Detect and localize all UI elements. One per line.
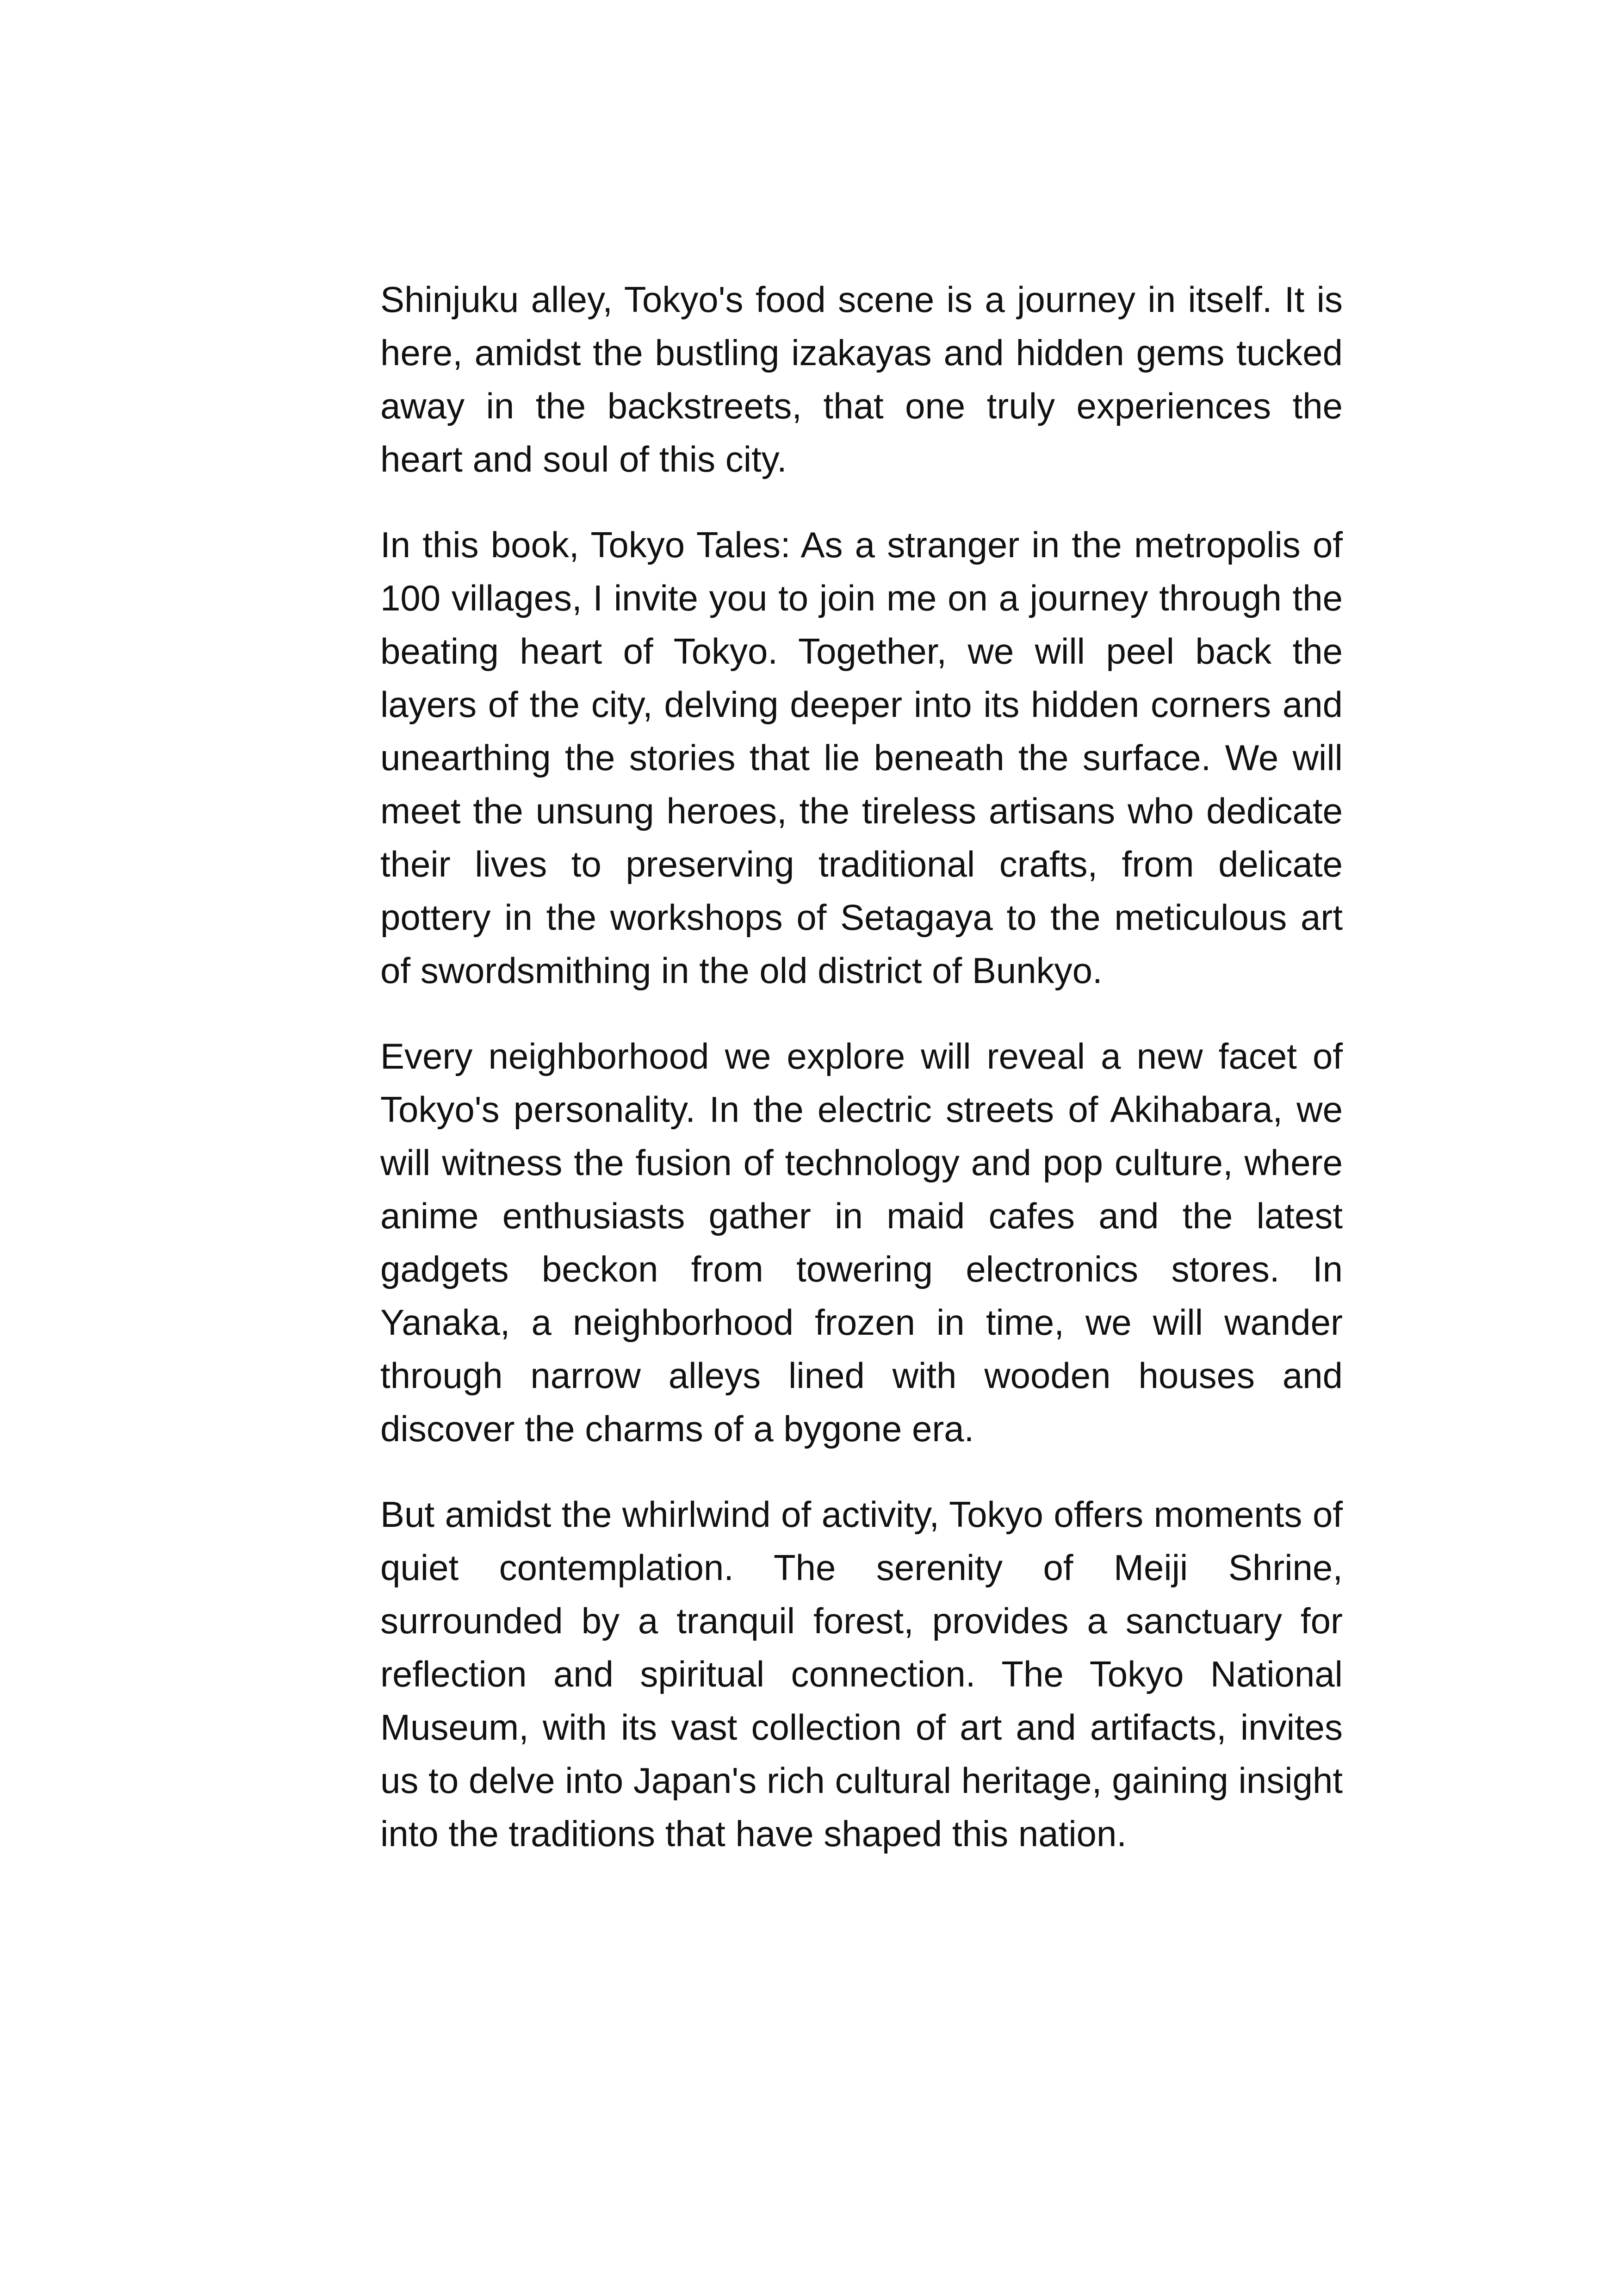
paragraph: Every neighborhood we explore will reveal a new facet of Tokyo's personality. In the electric streets of Akihabara, we will witness the fusion of technology and pop culture, where anime enthusiasts gather in maid cafes and the latest gadgets beckon from towering electronics stores. In Yanaka, a neighborhood frozen in time, we will wander through narrow alleys lined with wooden houses and discover the charms of a bygone era. xyxy=(380,1036,1343,1449)
paragraph: Shinjuku alley, Tokyo's food scene is a journey in itself. It is here, amidst the bustling izakayas and hidden gems tucked away in the backstreets, that one truly experiences the heart and soul of this city. xyxy=(380,279,1343,479)
body-text xyxy=(380,273,1343,1893)
paragraph: But amidst the whirlwind of activity, Tokyo offers moments of quiet contemplation. The serenity of Meiji Shrine, surrounded by a tranquil forest, provides a sanctuary for reflection and spiritual connection. The Tokyo National Museum, with its vast collection of art and artifacts, invites us to delve into Japan's rich cultural heritage, gaining insight into the traditions that have shaped this nation. xyxy=(380,1494,1343,1854)
paragraph: In this book, Tokyo Tales: As a stranger in the metropolis of 100 villages, I invite you to join me on a journey through the beating heart of Tokyo. Together, we will peel back the layers of the city, delving deeper into its hidden corners and unearthing the stories that lie beneath the surface. We will meet the unsung heroes, the tireless artisans who dedicate their lives to preserving traditional crafts, from delicate pottery in the workshops of Setagaya to the meticulous art of swordsmithing in the old district of Bunkyo. xyxy=(380,524,1343,991)
